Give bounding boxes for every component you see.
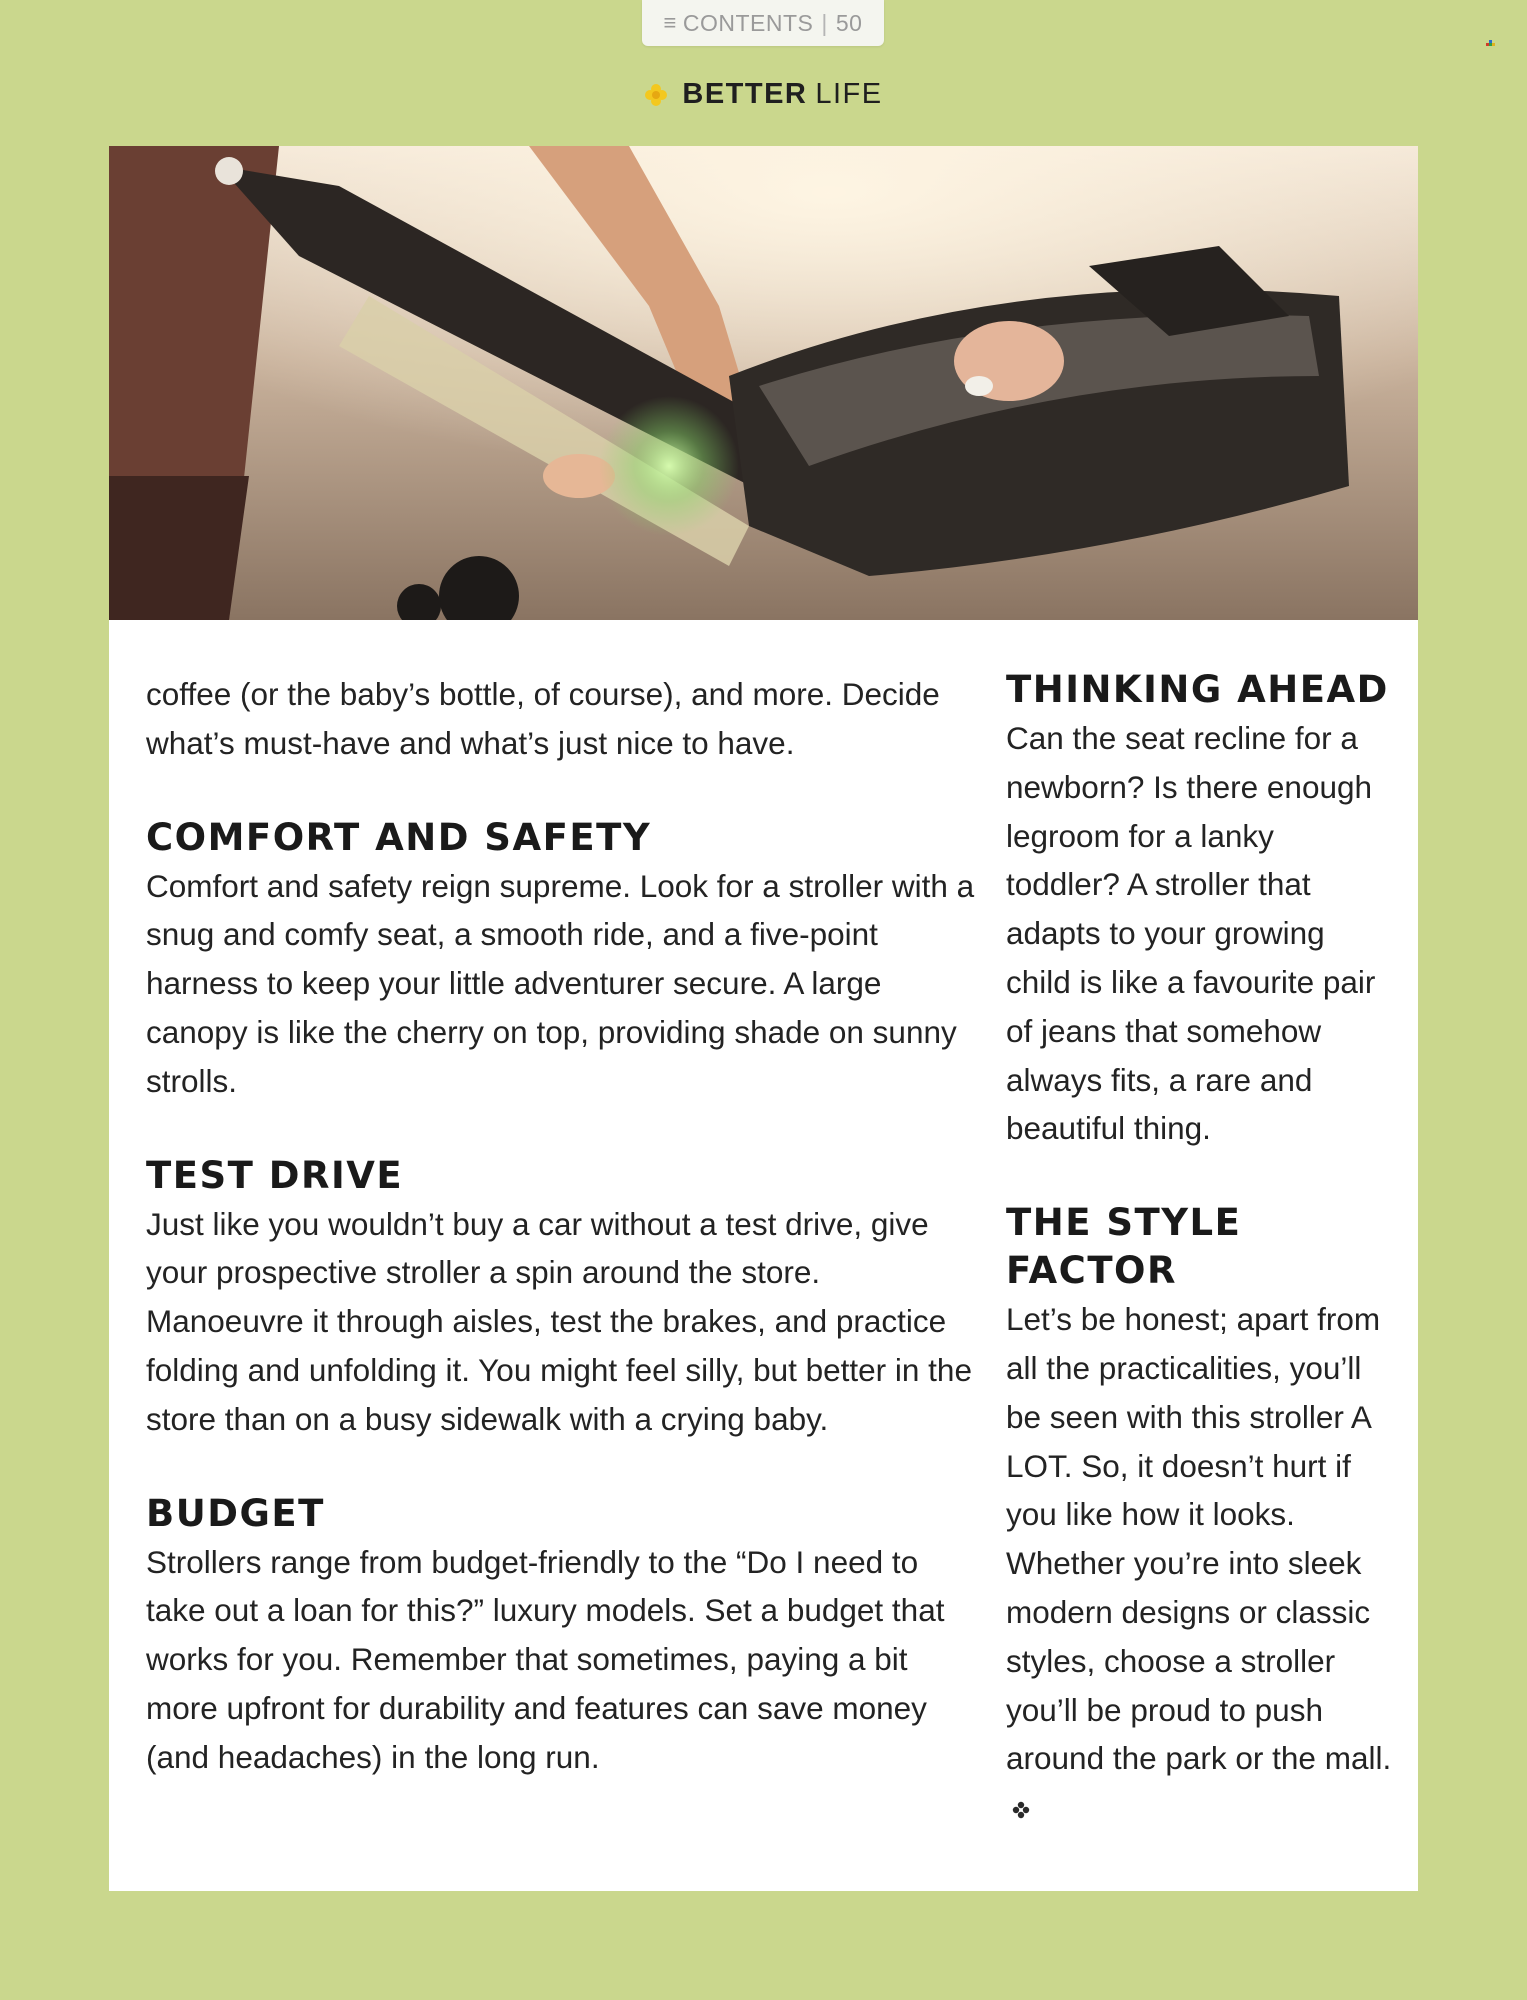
style-heading-line1: THE STYLE bbox=[1006, 1201, 1242, 1245]
thinking-ahead-heading: THINKING AHEAD bbox=[1006, 668, 1389, 711]
style-heading-line2: FACTOR bbox=[1006, 1249, 1178, 1293]
thinking-ahead-paragraph: Can the seat recline for a newborn? Is there enough legroom for a lanky toddler? A stroller that adapts to your growing child is like a favourite pair of jeans that somehow always fits, a rare and beautiful thing. bbox=[1006, 720, 1376, 1147]
style-factor-paragraph bbox=[1006, 1295, 1396, 1832]
test-drive-paragraph: Just like you wouldn’t buy a car without a test drive, give your prospective stroller a spin around the store. Manoeuvre it through aisles, test the brakes, and practice folding and unfolding it. You might feel silly, but better in the store than on a busy sidewalk with a crying baby. bbox=[146, 1205, 972, 1437]
page-number: 50 bbox=[835, 9, 863, 36]
style-factor-text: Let’s be honest; apart from all the practicalities, you’ll be seen with this stroller A LOT. So, it doesn’t hurt if you like how it looks. Whether you’re into sleek modern designs or classic styles, choose a stroller you’ll be proud to push around the park or the mall. bbox=[1006, 1301, 1392, 1777]
section-header bbox=[0, 78, 1527, 111]
right-column bbox=[1006, 666, 1396, 1832]
comfort-heading: COMFORT AND SAFETY bbox=[146, 815, 652, 859]
intro-paragraph: coffee (or the baby’s bottle, of course), and more. Decide what’s must-have and what’s just nice to have. bbox=[146, 676, 940, 761]
section-title-light: LIFE bbox=[815, 78, 883, 110]
hero-image bbox=[109, 146, 1418, 620]
flower-bullet-icon bbox=[644, 83, 668, 107]
separator: | bbox=[821, 9, 828, 36]
section-title-bold: BETTER bbox=[682, 78, 808, 110]
budget-heading: BUDGET bbox=[146, 1491, 325, 1535]
style-factor-heading bbox=[1006, 1199, 1396, 1295]
corner-dots-icon bbox=[1486, 40, 1498, 50]
comfort-paragraph: Comfort and safety reign supreme. Look for a stroller with a snug and comfy seat, a smooth ride, and a five-point harness to keep your little adventurer secure. A large canopy is like the cherry on top, providing shade on sunny strolls. bbox=[146, 867, 975, 1099]
contents-tab[interactable] bbox=[642, 0, 884, 46]
budget-paragraph: Strollers range from budget-friendly to the “Do I need to take out a loan for this?” luxury models. Set a budget that works for you. Remember that sometimes, paying a bit more upfront for durability and features can save money (and headaches) in the long run. bbox=[146, 1543, 945, 1775]
test-drive-heading: TEST DRIVE bbox=[146, 1153, 404, 1197]
contents-label: CONTENTS bbox=[682, 9, 814, 36]
end-mark-icon bbox=[1012, 1801, 1030, 1819]
stroller-photo bbox=[109, 146, 1418, 620]
left-column bbox=[146, 670, 976, 1782]
menu-icon: ≡ bbox=[663, 10, 677, 35]
article-panel bbox=[109, 146, 1418, 1891]
